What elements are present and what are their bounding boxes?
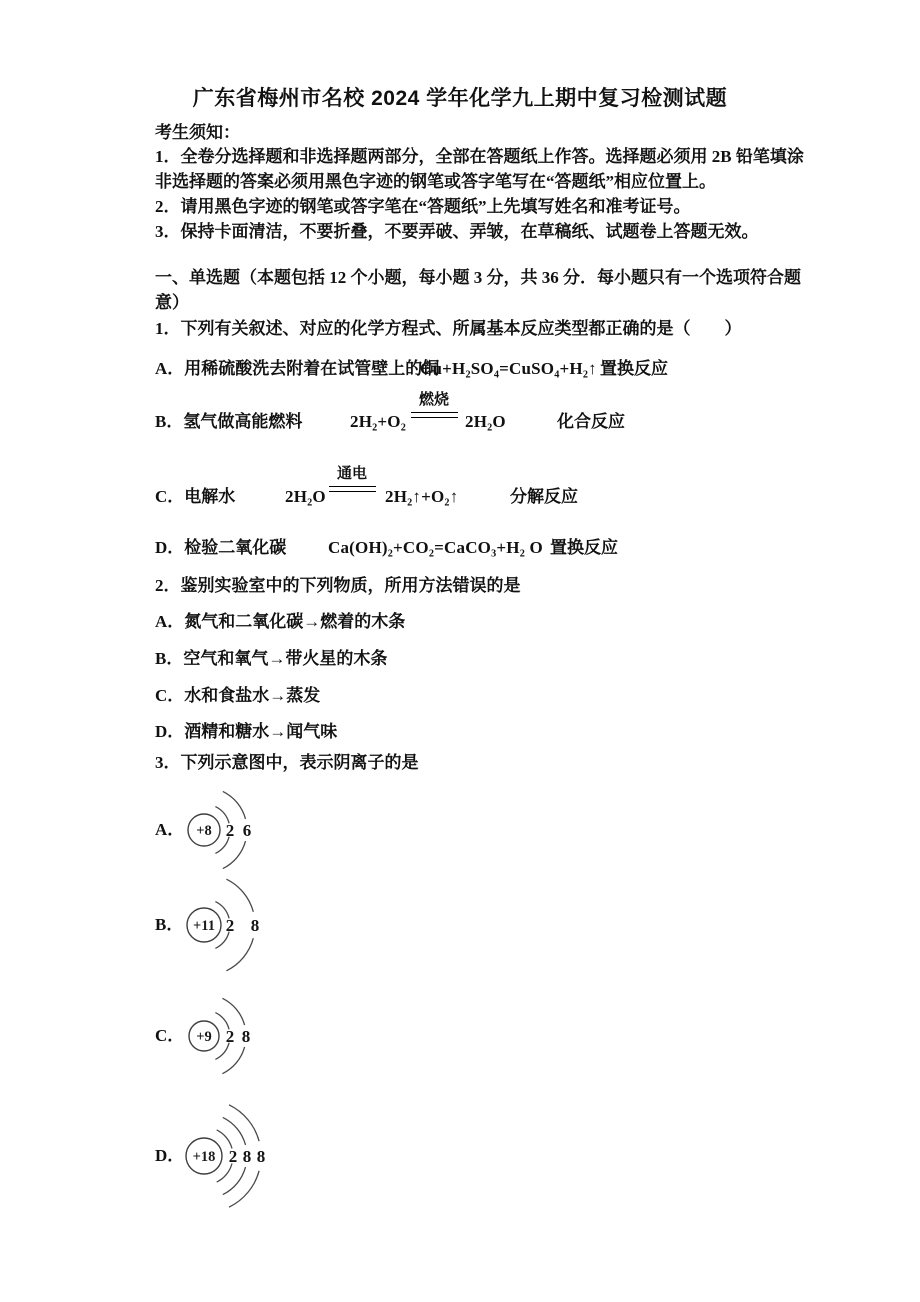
notice-line: 非选择题的答案必须用黑色字迹的钢笔或答字笔写在“答题纸”相应位置上。 <box>155 172 716 191</box>
reaction-condition-label: 通电 <box>336 466 367 482</box>
svg-text:6: 6 <box>242 821 252 840</box>
q2-option-d: D．酒精和糖水→闻气味 <box>155 722 338 741</box>
q1-stem: 1．下列有关叙述、对应的化学方程式、所属基本反应类型都正确的是（ ） <box>155 319 742 338</box>
q3-option-label-d: D． <box>155 1146 185 1165</box>
notice-line: 1．全卷分选择题和非选择题两部分，全部在答题纸上作答。选择题必须用 2B 铅笔填涂 <box>155 147 804 166</box>
reaction-condition-label: 燃烧 <box>418 392 449 408</box>
q2-stem: 2．鉴别实验室中的下列物质，所用方法错误的是 <box>155 576 521 595</box>
reaction-type: 分解反应 <box>510 487 578 506</box>
reaction-condition-block <box>407 390 461 418</box>
equation-left: 2H₂+O₂ <box>350 412 407 431</box>
q3-stem: 3．下列示意图中，表示阴离子的是 <box>155 753 419 772</box>
svg-text:8: 8 <box>241 1027 251 1046</box>
notice-line: 2．请用黑色字迹的钢笔或答字笔在“答题纸”上先填写姓名和准考证号。 <box>155 197 691 216</box>
double-line <box>411 412 458 418</box>
equation-left: 2H₂O <box>285 487 326 506</box>
double-line <box>329 486 376 492</box>
q1-option-c <box>155 463 775 511</box>
svg-text:8: 8 <box>242 1147 252 1166</box>
svg-text:+11: +11 <box>193 918 215 934</box>
atom-diagram-d <box>176 1092 326 1225</box>
notice-heading: 考生须知： <box>155 123 240 142</box>
equation-right: 2H₂O <box>465 412 506 431</box>
q2-option-c: C．水和食盐水→蒸发 <box>155 686 321 705</box>
svg-text:2: 2 <box>225 821 235 840</box>
reaction-type: 置换反应 <box>550 538 618 557</box>
option-statement: B．氢气做高能燃料 <box>155 412 303 431</box>
svg-text:8: 8 <box>256 1147 266 1166</box>
atom-diagram-b <box>176 872 312 983</box>
q2-option-a: A．氮气和二氧化碳→燃着的木条 <box>155 612 406 631</box>
chemical-equation: Ca(OH)₂+CO₂=CaCO₃+H₂ O <box>328 538 543 557</box>
option-statement: C．电解水 <box>155 487 236 506</box>
page-title: 广东省梅州市名校 2024 学年化学九上期中复习检测试题 <box>192 87 728 110</box>
atom-diagram-c <box>176 983 312 1094</box>
svg-text:+9: +9 <box>196 1029 212 1045</box>
q3-option-label-b: B． <box>155 915 184 934</box>
reaction-condition-block <box>325 464 379 492</box>
svg-text:2: 2 <box>225 916 235 935</box>
q1-option-d <box>155 537 775 561</box>
q3-option-label-a: A． <box>155 820 185 839</box>
chemical-equation: Cu+H₂SO₄=CuSO₄+H₂↑ <box>420 359 597 378</box>
svg-text:+18: +18 <box>192 1149 216 1165</box>
option-statement: A．用稀硫酸洗去附着在试管壁上的铜 <box>155 359 440 378</box>
option-statement: D．检验二氧化碳 <box>155 538 287 557</box>
q3-option-label-c: C． <box>155 1026 185 1045</box>
svg-text:2: 2 <box>228 1147 238 1166</box>
svg-text:8: 8 <box>250 916 260 935</box>
notice-line: 3．保持卡面清洁，不要折叠，不要弄破、弄皱，在草稿纸、试题卷上答题无效。 <box>155 222 759 241</box>
equation-right: 2H₂↑+O₂↑ <box>385 487 459 506</box>
q1-option-a <box>155 358 775 382</box>
section-heading-line2: 意） <box>155 293 189 312</box>
q2-option-b: B．空气和氧气→带火星的木条 <box>155 649 388 668</box>
svg-text:2: 2 <box>225 1027 235 1046</box>
section-heading-line1: 一、单选题（本题包括 12 个小题，每小题 3 分，共 36 分．每小题只有一个选项符合题 <box>155 268 801 287</box>
q1-option-b <box>155 389 775 439</box>
reaction-type: 化合反应 <box>557 412 625 431</box>
reaction-type: 置换反应 <box>600 359 668 378</box>
svg-text:+8: +8 <box>196 823 212 839</box>
